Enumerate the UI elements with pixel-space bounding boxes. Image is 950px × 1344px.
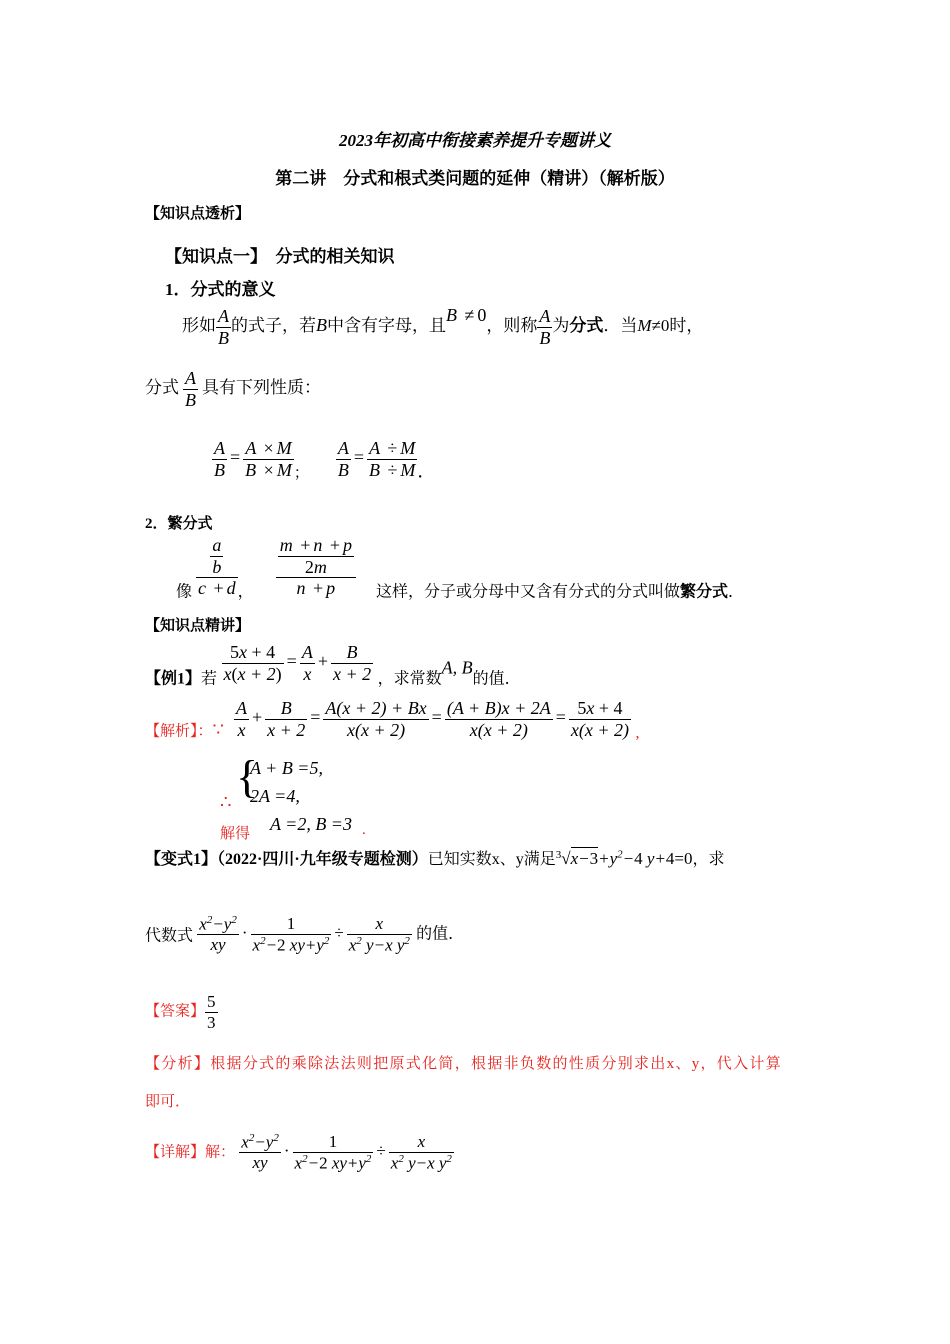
analysis-label: 【分析】: [145, 1056, 211, 1072]
nested-fraction-line: [176, 535, 744, 602]
section-item2: 2．繁分式: [145, 516, 213, 532]
def-text: 形如: [182, 316, 216, 335]
def-text: 中含有字母，且: [327, 316, 446, 335]
answer-line: [145, 992, 218, 1032]
variant-text: 已知实数x、y满足: [427, 851, 556, 868]
example-text: 若: [201, 670, 218, 688]
def-text: 具有下列性质：: [202, 378, 321, 398]
def-text: 为: [552, 316, 570, 335]
section-item1: 1．分式的意义: [165, 280, 276, 299]
nested-text: 像: [176, 583, 193, 601]
example-vars: A, B: [441, 657, 473, 678]
period: ．: [417, 461, 436, 482]
section-lecture: 【知识点精讲】: [145, 618, 251, 634]
answer-denominator: 3: [207, 1012, 216, 1032]
fraction-a-over-b: $\frac{A}{B}$: [218, 305, 229, 348]
variant-1-line-2: 代数式 $\frac{x^2-y^2}{xy}$ · $\frac{1}{x^2-2 xy+y^2}$ ÷ $\frac{x}{x^2 y-x y^2}$ 的值．: [145, 914, 465, 955]
detail-text: 解：: [205, 1144, 236, 1161]
term-nested-fraction: 繁分式: [680, 583, 729, 601]
semicolon: ；: [293, 465, 309, 482]
term-fraction: 分式: [569, 316, 604, 335]
nested-fraction-1: $\frac{\frac{a}{b}}{c + d}$: [198, 535, 236, 599]
solution-result: A =2, B =3: [270, 814, 352, 834]
example-label: 【例1】: [145, 670, 202, 688]
variant-1-line-1: 【变式1】（2022·四川·九年级专题检测）已知实数x、y满足$^3√x-3+y^2-4$ y+4=0，求: [145, 848, 725, 868]
variant-source: （2022·四川·九年级专题检测）: [217, 851, 428, 868]
analysis-text: 根据分式的乘除法法则把原式化简，根据非负数的性质分别求出x、y，代入计算: [210, 1056, 783, 1072]
because-symbol: ∵: [212, 719, 224, 740]
fraction-a-over-b: $\frac{A}{B}$: [185, 368, 196, 410]
variant-label: 【变式1】: [145, 851, 218, 868]
comma: ，: [237, 583, 254, 601]
variant-text: ，求: [692, 851, 725, 868]
example-text: ，求常数: [377, 670, 442, 688]
answer-numerator: 5: [207, 992, 216, 1011]
def-text: ，则称: [486, 316, 538, 335]
def-text: 分式: [145, 378, 179, 398]
therefore-symbol: ∴: [220, 792, 232, 812]
def-text: 的式子，若: [231, 316, 316, 335]
solve-label: 解得: [220, 826, 251, 842]
variant-text: 的值．: [416, 925, 465, 943]
section-point1: 【知识点一】 分式的相关知识: [165, 247, 395, 266]
detail-label: 【详解】: [145, 1144, 206, 1161]
document-title: 2023年初高中衔接素养提升专题讲义: [339, 131, 611, 150]
period: .: [362, 822, 366, 838]
equation-1: A + B =5,: [250, 758, 323, 778]
solution-label: 【解析】：: [145, 723, 213, 740]
analysis-text-end: 即可．: [145, 1094, 191, 1110]
period: ．: [728, 583, 745, 601]
example-text: 的值．: [472, 670, 521, 688]
definition-line-1: 形如 $\frac{A}{B}$ 的式子，若B中含有字母，且B ≠ 0，则称 $\frac{A}{B}$ 为分式．当M≠0时，: [182, 305, 704, 348]
fraction-properties: $\frac{A}{B}$ = $\frac{A \times M}{B \times M}$ $_;$ $\frac{A}{B}$ = $\frac{A \div M}{B \div M}$ ．: [214, 438, 436, 482]
fraction-a-over-b: $\frac{A}{B}$: [539, 305, 551, 348]
def-text: ≠0时，: [651, 316, 704, 335]
equation-2: 2A =4,: [250, 786, 300, 806]
def-text: ．当: [603, 316, 638, 335]
solution-line-1: 【解析】：∵ $\frac{A}{x}$ + $\frac{B}{x + 2}$ = $\frac{A(x + 2) + Bx}{x(x + 2)}$ = $\frac{(A + B)x + 2A}{x(x + 2)}$ = $\frac{5x + 4}{x(x + 2)}$ ,: [145, 698, 640, 742]
nested-text: 这样，分子或分母中又含有分式的分式叫做: [376, 583, 681, 601]
answer-fraction: [205, 992, 218, 1032]
answer-label: 【答案】: [145, 1003, 206, 1020]
variant-text: 代数式: [145, 927, 194, 945]
lecture-subtitle: 第二讲 分式和根式类问题的延伸（精讲）（解析版）: [275, 169, 675, 188]
detail-line: 【详解】解： $\frac{x^2-y^2}{xy}$ · $\frac{1}{x^2-2 xy+y^2}$ ÷ $\frac{x}{x^2 y-x y^2}$: [145, 1132, 452, 1173]
nested-fraction-2: $\frac{\frac{m + n + p}{2m}}{n + p}$: [276, 535, 356, 599]
analysis-line-1: [145, 1052, 782, 1073]
definition-line-2: [145, 368, 321, 410]
page: 2023年初高中衔接素养提升专题讲义 第二讲 分式和根式类问题的延伸（精讲）（解析版） 【知识点透析】 【知识点一】 分式的相关知识 1．分式的意义 形如 $\frac{A}{B}$ 的式子，若B中含有字母，且B ≠ 0，则称 $\frac{A}{B}$ 为分式．当M≠0时， 分式 $\frac{A}{B}$ 具有下列性质： $\frac{A}{B}$ = $\frac{A \times M}{B \times M}$ $_;$ $\frac{A}{B}$ = $\frac{A \div M}{B \div M}$ ． 2．繁分式 像 $\frac{\frac{a}{b}}{c + d}$ ， $\frac{\frac{m + n + p}{2m}}{n + p}$ 这样，分子或分母中又含有分式的分式叫做繁分式． 【知识点精讲】 【例1】若 $\frac{5x + 4}{x(x + 2)}$ = $\frac{A}{x}$ + $\frac{B}{x + 2}$ ，求常数A, B的值． 【解析】：∵ $\frac{A}{x}$ + $\frac{B}{x + 2}$ = $\frac{A(x + 2) + Bx}{x(x + 2)}$ = $\frac{(A + B)x + 2A}{x(x + 2)}$ = $\frac{5x + 4}{x(x + 2)}$ , { A + B =5, 2A =4, ∴ 解得 A =2, B =3 . 【变式1】（2022·四川·九年级专题检测）已知实数x、y满足$^3√x-3+y^2-4$ y+4=0，求 代数式 $\frac{x^2-y^2}{xy}$ · $\frac{1}{x^2-2 xy+y^2}$ ÷ $\frac{x}{x^2 y-x y^2}$ 的值． 【答案】 $\frac{5}{3}$ 【分析】根据分式的乘除法法则把原式化简，根据非负数的性质分别求出x、y，代入计算 即可． 【详解】解： $\frac{x^2-y^2}{xy}$ · $\frac{1}{x^2-2 xy+y^2}$ ÷ $\frac{x}{x^2 y-x y^2}$: [0, 0, 950, 1344]
example-1: 【例1】若 $\frac{5x + 4}{x(x + 2)}$ = $\frac{A}{x}$ + $\frac{B}{x + 2}$ ，求常数A, B的值．: [145, 642, 521, 688]
section-analysis: 【知识点透析】: [145, 206, 251, 222]
